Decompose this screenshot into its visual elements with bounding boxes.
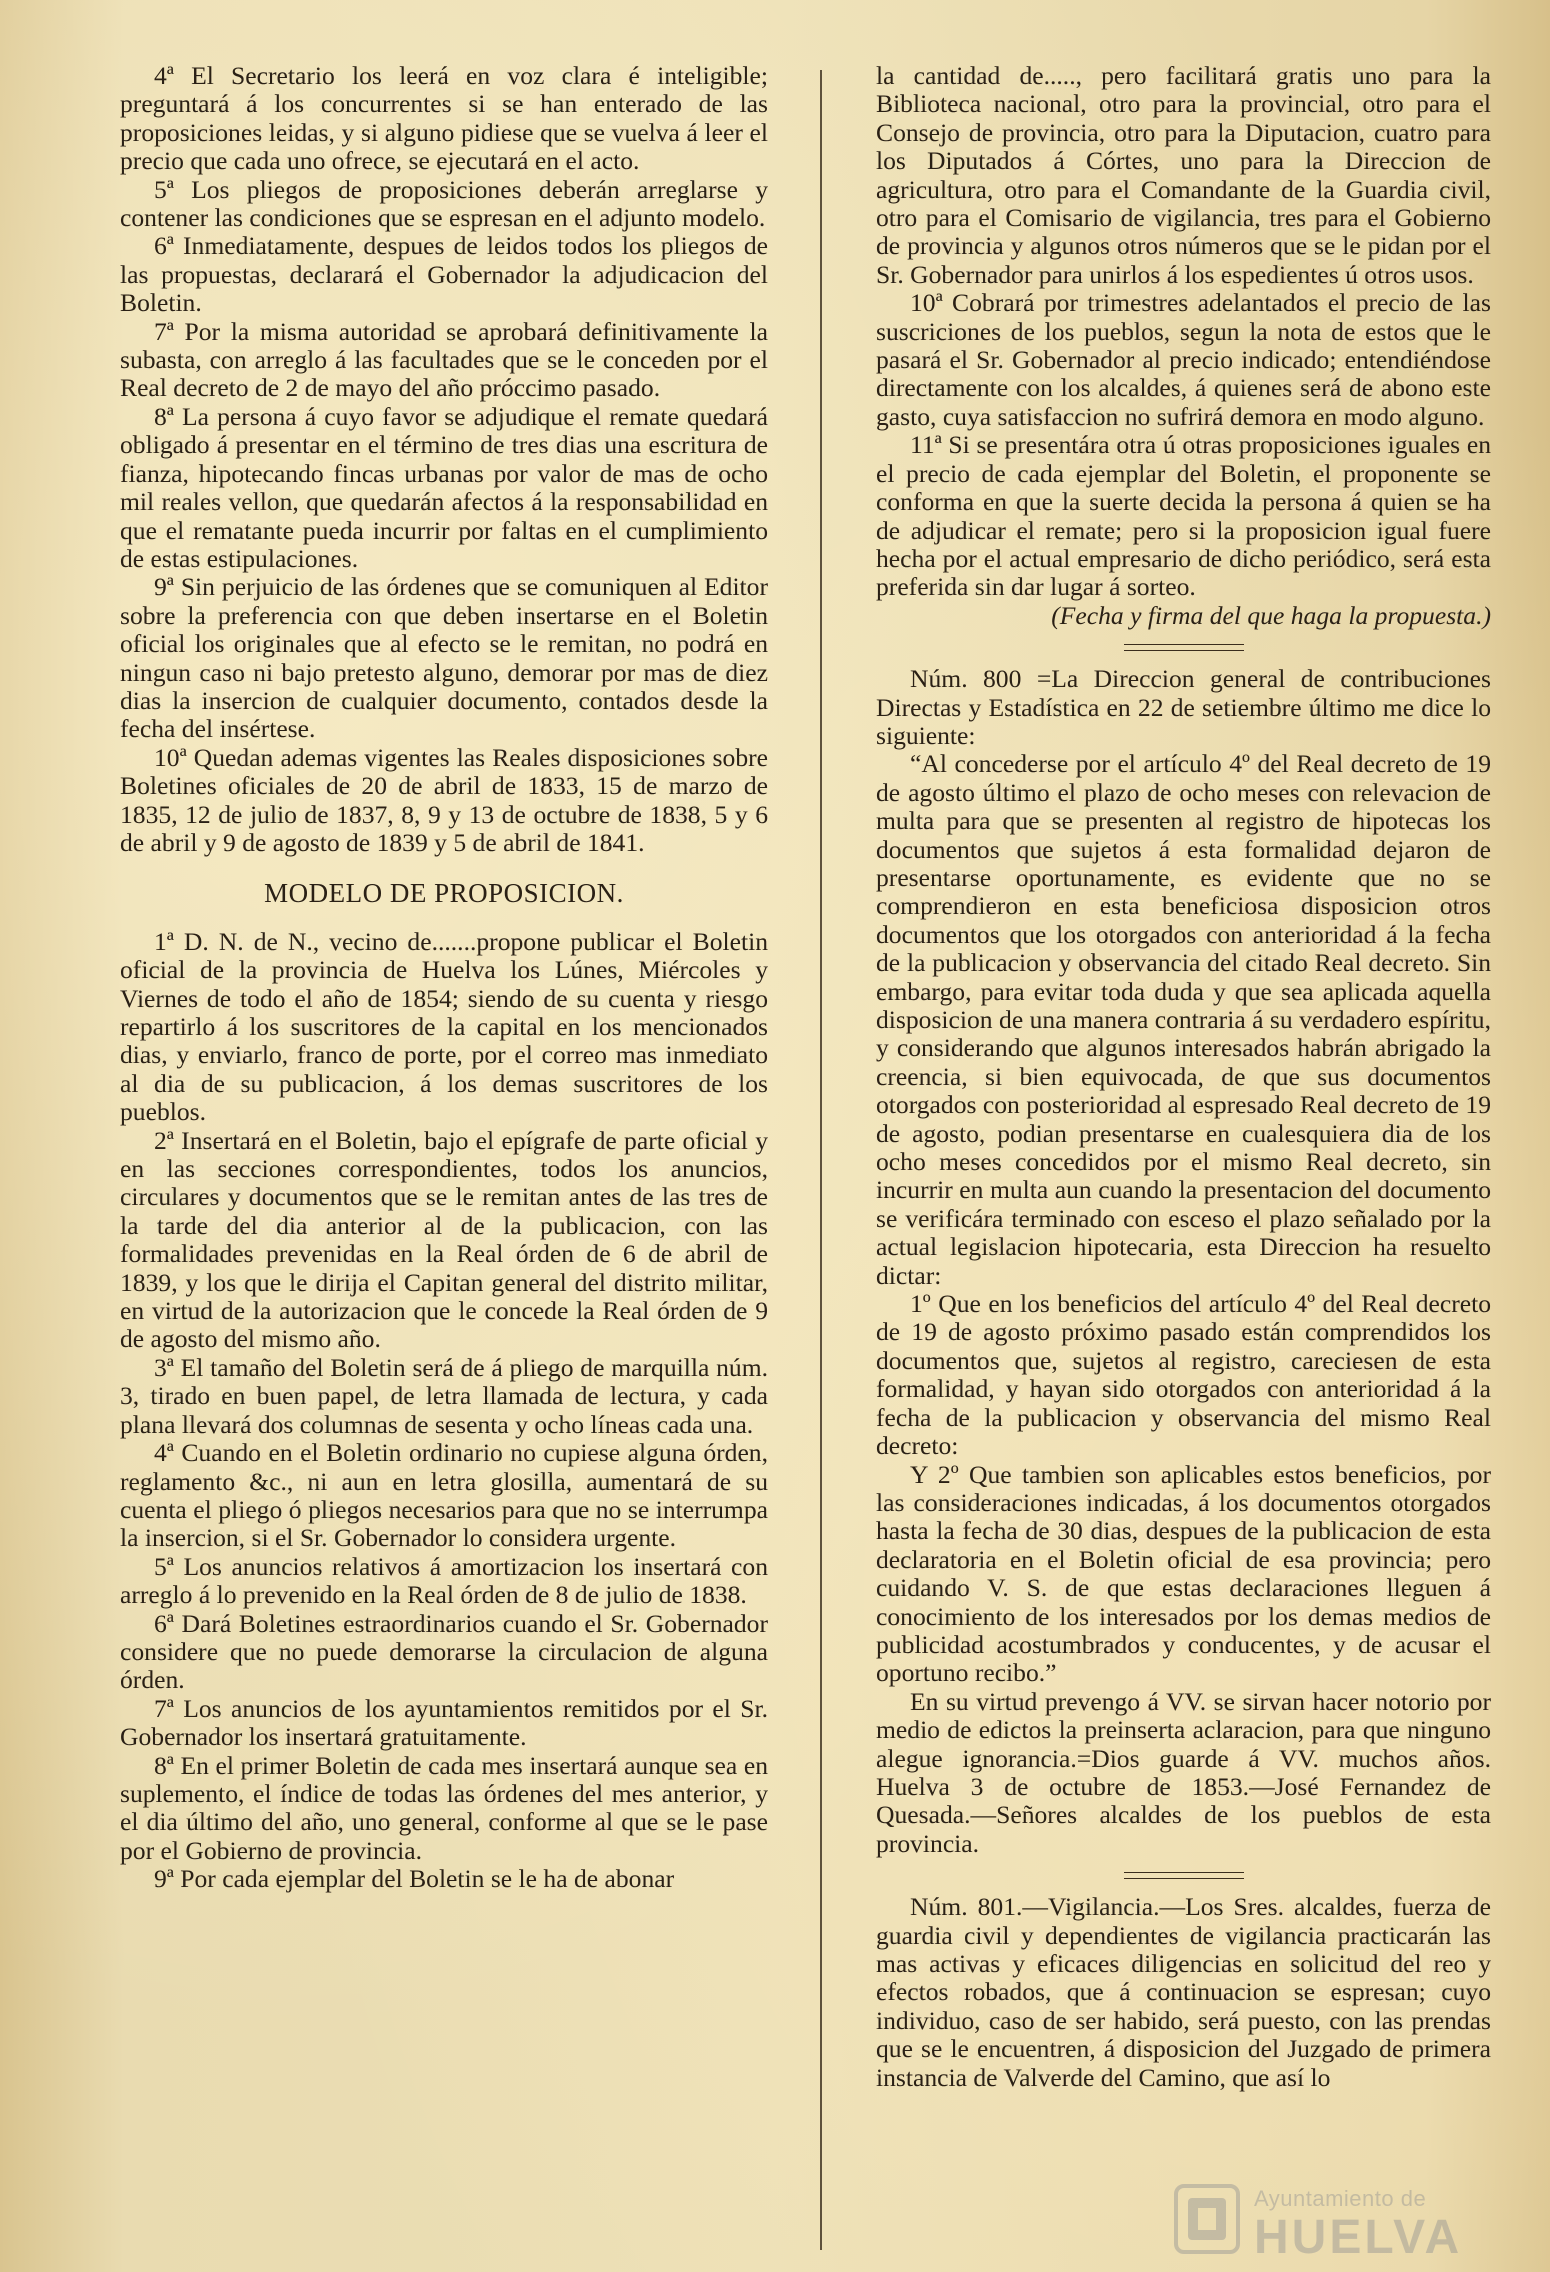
paragraph: 5ª Los anuncios relativos á amortizacion los insertará con arreglo á lo prevenido en la Real órden de 8 de julio de 1838. bbox=[120, 1551, 768, 1610]
paragraph: 4ª Cuando en el Boletin ordinario no cupiese alguna órden, reglamento &c., ni aun en letra glosilla, aumentará de su cuenta el pliego ó pliegos necesarios para que no se interrumpa la insercion, si el Sr. Gobernador lo considera urgente. bbox=[120, 1438, 768, 1553]
watermark-title: HUELVA bbox=[1254, 2211, 1463, 2264]
paragraph: Núm. 801.—Vigilancia.—Los Sres. alcaldes, fuerza de guardia civil y dependientes de vigilancia practicarán las mas activas y eficaces diligencias en solicitud del reo y efectos robados, que á continuacion se espresan; cuyo individuo, caso de ser habido, será puesto, con las prendas que se le encuentren, á disposicion del Juzgado de primera instancia de Valverde del Camino, que así lo bbox=[876, 1892, 1491, 2092]
paragraph: 7ª Los anuncios de los ayuntamientos remitidos por el Sr. Gobernador los insertará gratuitamente. bbox=[120, 1693, 768, 1752]
paragraph: 2ª Insertará en el Boletin, bajo el epígrafe de parte oficial y en las secciones correspondientes, todos los anuncios, circulares y documentos que se le remitan antes de las tres de la tarde del dia anterior al de la publicacion, con las formalidades prevenidas en la Real órden de 6 de abril de 1839, y los que le dirija el Capitan general del distrito militar, en virtud de la autorizacion que le concede la Real órden de 9 de agosto del mismo año. bbox=[120, 1125, 768, 1354]
column-divider bbox=[820, 70, 822, 2250]
signature-note: (Fecha y firma del que haga la propuesta.) bbox=[1051, 600, 1491, 630]
paragraph: 9ª Sin perjuicio de las órdenes que se comuniquen al Editor sobre la preferencia con que deben insertarse en el Boletin oficial los originales que al efecto se le remitan, no podrá en ningun caso ni bajo pretesto alguno, demorar por mas de diez dias la insercion de cualquier documento, contados desde la fecha del insértese. bbox=[120, 572, 768, 744]
paragraph: 6ª Dará Boletines estraordinarios cuando el Sr. Gobernador considere que no puede demorarse la circulacion de alguna órden. bbox=[120, 1608, 768, 1695]
paragraph: 9ª Por cada ejemplar del Boletin se le ha de abonar bbox=[154, 1864, 675, 1894]
paragraph: 10ª Quedan ademas vigentes las Reales disposiciones sobre Boletines oficiales de 20 de abril de 1833, 15 de marzo de 1835, 12 de julio de 1837, 8, 9 y 13 de octubre de 1838, 5 y 6 de abril y 9 de agosto de 1839 y 5 de abril de 1841. bbox=[120, 742, 768, 857]
section-separator bbox=[1124, 1872, 1244, 1879]
right-column bbox=[876, 62, 1491, 2256]
section-heading: MODELO DE PROPOSICION. bbox=[264, 878, 624, 909]
paragraph: Y 2º Que tambien son aplicables estos beneficios, por las consideraciones indicadas, á los documentos otorgados hasta la fecha de 30 dias, despues de la publicacion de esta declaratoria en el Boletin oficial de esa provincia; pero cuidando V. S. de que estas declaraciones lleguen á conocimiento de los interesados por los demas medios de publicidad acostumbrados y conducentes, y de acusar el oportuno recibo.” bbox=[876, 1459, 1491, 1688]
paragraph: 4ª El Secretario los leerá en voz clara é inteligible; preguntará á los concurrentes si se han enterado de las proposiciones leidas, y si alguno pidiese que se vuelva á leer el precio que cada uno ofrece, se ejecutará en el acto. bbox=[120, 62, 768, 176]
paragraph: “Al concederse por el artículo 4º del Real decreto de 19 de agosto último el plazo de ocho meses con relevacion de multa para que se presenten al registro de hipotecas los documentos que sujetos á esta formalidad dejaron de presentarse oportunamente, es evidente que no se comprendieron en esta beneficiosa disposicion otros documentos que los otorgados con anterioridad á la fecha de la publicacion y observancia del citado Real decreto. Sin embargo, para evitar toda duda y que sea aplicada aquella disposicion de una manera contraria á su verdadero espíritu, y considerando que algunos interesados habrán abrigado la creencia, si bien equivocada, de que sus documentos otorgados con posterioridad al espresado Real decreto de 19 de agosto, podian presentarse en cualesquiera dia de los ocho meses concedidos por el mismo Real decreto, sin incurrir en multa aun cuando la presentacion del documento se verificára terminado con esceso el plazo señalado por la actual legislacion hipotecaria, esta Direccion ha resuelto dictar: bbox=[876, 749, 1491, 1290]
paragraph: 8ª En el primer Boletin de cada mes insertará aunque sea en suplemento, el índice de todas las órdenes del mes anterior, y el dia último del año, uno general, conforme al que se le pase por el Gobierno de provincia. bbox=[120, 1750, 768, 1865]
paragraph: 7ª Por la misma autoridad se aprobará definitivamente la subasta, con arreglo á las facultades que se le conceden por el Real decreto de 2 de mayo del año próccimo pasado. bbox=[120, 316, 768, 403]
paragraph: Núm. 800 =La Direccion general de contribuciones Directas y Estadística en 22 de setiembre último me dice lo siguiente: bbox=[876, 664, 1491, 750]
huelva-crest-icon bbox=[1172, 2182, 1242, 2256]
paragraph: la cantidad de....., pero facilitará gratis uno para la Biblioteca nacional, otro para la provincial, otro para el Consejo de provincia, otro para la Diputacion, cuatro para los Diputados á Córtes, uno para la Direccion de agricultura, otro para el Comandante de la Guardia civil, otro para el Comisario de vigilancia, tres para el Gobierno de provincia y algunos otros números que se le pidan por el Sr. Gobernador para unirlos á los espedientes ú otros usos. bbox=[876, 62, 1491, 289]
paragraph: En su virtud prevengo á VV. se sirvan hacer notorio por medio de edictos la preinserta aclaracion, para que ninguno alegue ignorancia.=Dios guarde á VV. muchos años. Huelva 3 de octubre de 1853.—José Fernandez de Quesada.—Señores alcaldes de los pueblos de esta provincia. bbox=[876, 1686, 1491, 1858]
paragraph: 1ª D. N. de N., vecino de.......propone publicar el Boletin oficial de la provincia de Huelva los Lúnes, Miércoles y Viernes de todo el año de 1854; siendo de su cuenta y riesgo repartirlo á los suscritores de la capital en los mencionados dias, y enviarlo, franco de porte, por el correo mas inmediato al dia de su publicacion, á los demas suscritores de los pueblos. bbox=[120, 926, 768, 1127]
paragraph: 5ª Los pliegos de proposiciones deberán arreglarse y contener las condiciones que se espresan en el adjunto modelo. bbox=[120, 174, 768, 233]
paragraph: 10ª Cobrará por trimestres adelantados el precio de las suscriciones de los pueblos, segun la nota de estos que le pasará el Sr. Gobernador al precio indicado; entendiéndose directamente con los alcaldes, á quienes será de abono este gasto, cuya satisfaccion no sufrirá demora en modo alguno. bbox=[876, 288, 1491, 431]
paragraph: 3ª El tamaño del Boletin será de á pliego de marquilla núm. 3, tirado en buen papel, de letra llamada de lectura, y cada plana llevará dos columnas de sesenta y ocho líneas cada una. bbox=[120, 1352, 768, 1439]
paragraph: 8ª La persona á cuyo favor se adjudique el remate quedará obligado á presentar en el término de tres dias una escritura de fianza, hipotecando fincas urbanas por valor de mas de ocho mil reales vellon, que quedarán afectos á la responsabilidad en que el rematante pueda incurrir por faltas en el cumplimiento de estas estipulaciones. bbox=[120, 401, 768, 573]
section-separator bbox=[1124, 644, 1244, 651]
watermark bbox=[1172, 2180, 1492, 2264]
watermark-top-text: Ayuntamiento de bbox=[1254, 2186, 1427, 2211]
paragraph: 1º Que en los beneficios del artículo 4º del Real decreto de 19 de agosto próximo pasado están comprendidos los documentos que, sujetos al registro, careciesen de esta formalidad, y hayan sido otorgados con anterioridad á la fecha de la publicacion y observancia del mismo Real decreto: bbox=[876, 1289, 1491, 1461]
left-column bbox=[120, 62, 768, 2256]
paragraph: 6ª Inmediatamente, despues de leidos todos los pliegos de las propuestas, declarará el Gobernador la adjudicacion del Boletin. bbox=[120, 231, 768, 318]
paragraph: 11ª Si se presentára otra ú otras proposiciones iguales en el precio de cada ejemplar del Boletin, el proponente se conforma en que la suerte decida la persona á quien se ha de adjudicar el remate; pero si la proposicion igual fuere hecha por el actual empresario de dicho periódico, será esta preferida sin dar lugar á sorteo. bbox=[876, 430, 1491, 602]
